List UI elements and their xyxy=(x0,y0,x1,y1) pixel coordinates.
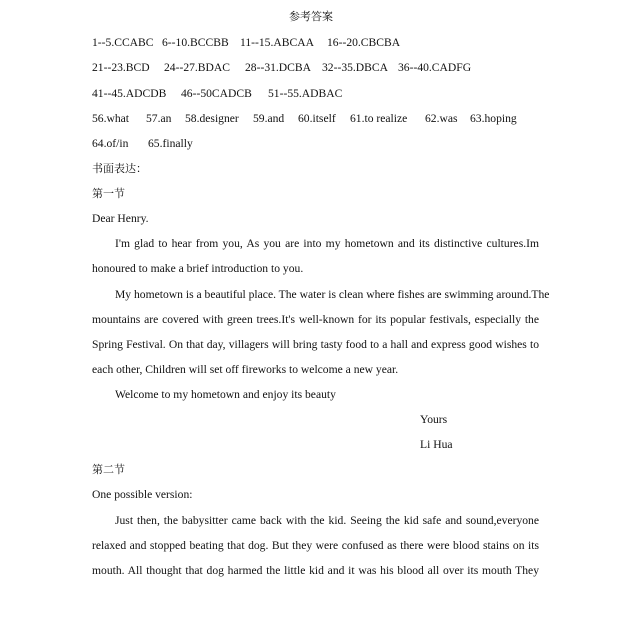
section-2-line: relaxed and stopped beating that dog. But they were confused as there were blood stains on its xyxy=(92,539,539,552)
answer-group: 41--45.ADCDB xyxy=(92,87,167,100)
section-1-line: Spring Festival. On that day, villagers will bring tasty food to a hall and express good wishes to xyxy=(92,338,539,351)
answer-group: 36--40.CADFG xyxy=(398,61,472,74)
answer-group: 51--55.ADBAC xyxy=(268,87,343,100)
section-2-line: mouth. All thought that dog harmed the little kid and it was his blood all over its mouth They xyxy=(92,564,539,577)
letter-salutation: Dear Henry. xyxy=(92,212,149,225)
answer-group: 61.to realize xyxy=(350,112,408,125)
answer-group: 28--31.DCBA xyxy=(245,61,312,74)
answer-group: 56.what xyxy=(92,112,130,125)
section-1-line: My hometown is a beautiful place. The water is clean where fishes are swimming around.The xyxy=(115,288,550,301)
answer-group: 6--10.BCCBB xyxy=(162,36,229,49)
section-1-line: I'm glad to hear from you, As you are into my hometown and its distinctive cultures.Im xyxy=(115,237,539,250)
answer-group: 1--5.CCABC xyxy=(92,36,154,49)
answer-group: 16--20.CBCBA xyxy=(327,36,401,49)
section-1-line: Welcome to my hometown and enjoy its beauty xyxy=(115,388,336,401)
section-2-intro: One possible version: xyxy=(92,488,193,501)
page-title: 参考答案 xyxy=(289,10,333,23)
section-1-line: mountains are covered with green trees.It's well-known for its popular festivals, especially the xyxy=(92,313,539,326)
answer-group: 65.finally xyxy=(148,137,193,150)
letter-closing: Yours xyxy=(420,413,448,426)
answer-group: 21--23.BCD xyxy=(92,61,150,74)
answer-group: 32--35.DBCA xyxy=(322,61,389,74)
section-1-line: each other, Children will set off fireworks to welcome a new year. xyxy=(92,363,399,376)
section-1-line: honoured to make a brief introduction to you. xyxy=(92,262,304,275)
section-2-heading: 第二节 xyxy=(92,463,125,476)
answer-group: 64.of/in xyxy=(92,137,129,150)
answer-group: 59.and xyxy=(253,112,285,125)
writing-heading: 书面表达： xyxy=(92,162,147,175)
section-1-heading: 第一节 xyxy=(92,187,125,200)
letter-signature: Li Hua xyxy=(420,438,453,451)
answer-group: 62.was xyxy=(425,112,458,125)
answer-group: 57.an xyxy=(146,112,172,125)
answer-group: 60.itself xyxy=(298,112,336,125)
section-2-line: Just then, the babysitter came back with the kid. Seeing the kid safe and sound,everyone xyxy=(115,514,539,527)
answer-group: 58.designer xyxy=(185,112,239,125)
answer-group: 46--50CADCB xyxy=(181,87,252,100)
answer-group: 63.hoping xyxy=(470,112,517,125)
answer-group: 11--15.ABCAA xyxy=(240,36,314,49)
answer-group: 24--27.BDAC xyxy=(164,61,231,74)
